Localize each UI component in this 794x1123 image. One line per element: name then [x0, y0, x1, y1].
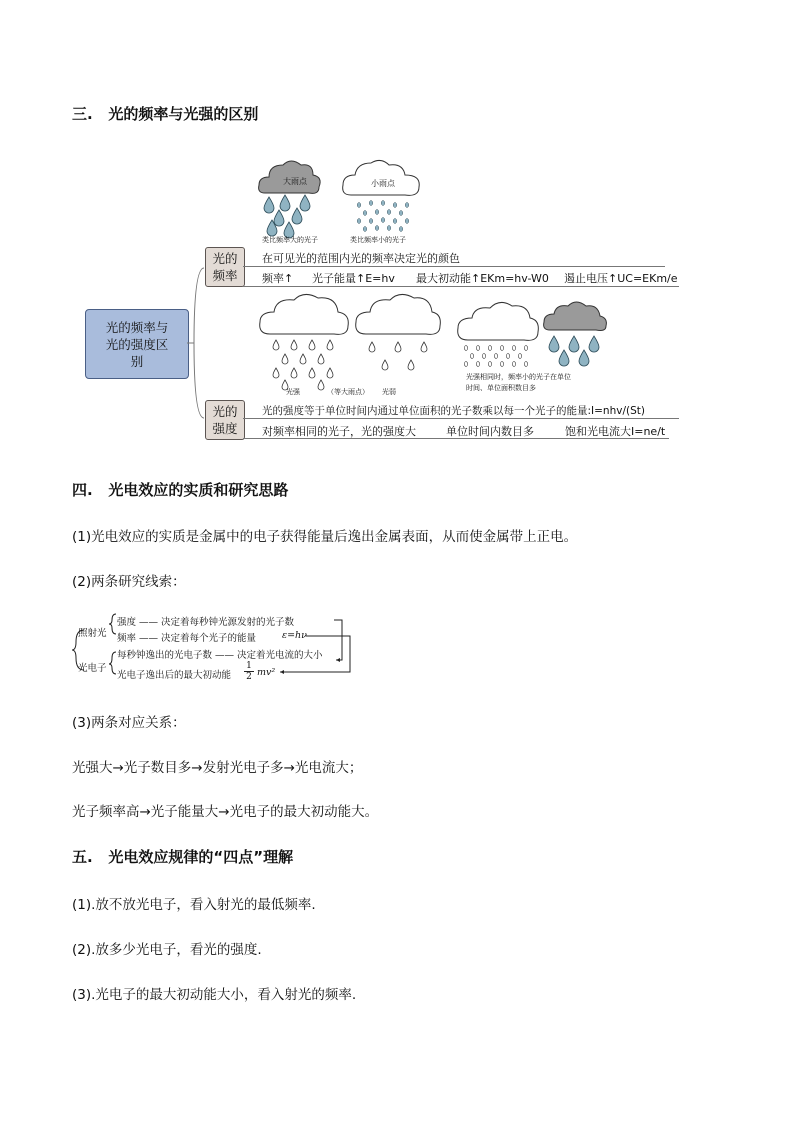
equal-drops-label: （等大雨点）: [327, 388, 369, 396]
illuminating-light-label: 照射光: [78, 628, 107, 639]
diagram-row-max-kinetic: 光电子逸出后的最大初动能: [117, 670, 232, 681]
branch1-divider: [243, 266, 665, 267]
kinetic-energy-formula: mv²: [257, 667, 276, 678]
section3-heading: 三. 光的频率与光强的区别: [72, 105, 259, 123]
strong-light-cloud-icon: [260, 294, 349, 390]
fraction-denominator: 2: [244, 671, 254, 682]
section5-paragraph-3: (3).光电子的最大初动能大小，看入射光的频率.: [72, 987, 357, 1003]
diagram-row-intensity: 强度 —— 决定着每秒钟光源发射的光子数: [117, 617, 295, 628]
frequency-cloud-illustration: [255, 155, 430, 245]
branch-frequency-label-2: 频率: [212, 268, 238, 283]
branch1-bottom: [243, 286, 679, 287]
photon-energy-formula: ε=hν: [282, 630, 307, 641]
branch1-item-3: 最大初动能↑EKm=hv-W0: [416, 272, 549, 285]
caption-low-frequency: 类比频率小的光子: [350, 236, 406, 244]
branch2-item-3: 饱和光电流大I=ne/t: [565, 425, 666, 438]
fraction-half: [244, 661, 254, 682]
strong-light-label: 光强: [286, 388, 300, 396]
branch1-line1: 在可见光的范围内光的频率决定光的颜色: [262, 252, 460, 265]
photoelectron-label: 光电子: [78, 663, 107, 674]
root-line-3: 别: [130, 353, 144, 369]
branch2-item-2: 单位时间内数目多: [446, 425, 534, 438]
mindmap-root-box: [85, 309, 189, 379]
branch-intensity-label-2: 强度: [212, 421, 238, 436]
branch-intensity-label-1: 光的: [212, 404, 238, 419]
diagram-row-frequency: 频率 —— 决定着每个光子的能量: [117, 633, 257, 644]
section4-paragraph-3: (3)两条对应关系：: [72, 715, 186, 731]
root-line-2: 光的强度区: [105, 336, 169, 352]
small-raindrop-label: 小雨点: [371, 179, 395, 188]
section4-paragraph-5: 光子频率高→光子能量大→光电子的最大初动能大。: [72, 804, 379, 820]
branch1-item-2: 光子能量↑E=hv: [312, 272, 395, 285]
weak-light-cloud-icon: [356, 294, 441, 370]
branch1-item-1: 频率↑: [262, 272, 294, 285]
branch-frequency-box: [205, 247, 245, 287]
branch-intensity-box: [205, 400, 245, 440]
section4-paragraph-1: (1)光电效应的实质是金属中的电子获得能量后逸出金属表面，从而使金属带上正电。: [72, 529, 578, 545]
section5-heading: 五. 光电效应规律的“四点”理解: [72, 848, 294, 866]
branch2-item-1: 对频率相同的光子，光的强度大: [262, 425, 416, 438]
branch2-divider: [243, 418, 679, 419]
many-small-drops-cloud-icon: [458, 302, 539, 366]
small-raindrop-cloud-icon: [343, 160, 420, 231]
note-line-1: 光强相同时，频率小的光子在单位: [466, 373, 571, 381]
section5-paragraph-2: (2).放多少光电子，看光的强度.: [72, 942, 262, 958]
fraction-numerator: 1: [246, 661, 252, 671]
weak-light-label: 光弱: [382, 388, 396, 396]
branch2-line1: 光的强度等于单位时间内通过单位面积的光子数乘以每一个光子的能量:I=nhv/(St): [262, 405, 645, 417]
intensity-cloud-illustration: [258, 290, 608, 400]
note-line-2: 时间、单位面积数目多: [466, 384, 536, 392]
section5-paragraph-1: (1).放不放光电子，看入射光的最低频率.: [72, 897, 316, 913]
big-raindrop-label: 大雨点: [283, 177, 307, 186]
section4-paragraph-2: (2)两条研究线索：: [72, 574, 186, 590]
branch1-item-4: 遏止电压↑UC=EKm/e: [564, 272, 678, 285]
root-line-1: 光的频率与: [105, 319, 169, 335]
big-drops-dark-cloud-icon: [544, 302, 607, 366]
caption-high-frequency: 类比频率大的光子: [262, 236, 318, 244]
section4-paragraph-4: 光强大→光子数目多→发射光电子多→光电流大；: [72, 760, 363, 776]
branch-frequency-label-1: 光的: [212, 251, 238, 266]
diagram-row-electron-count: 每秒钟逸出的光电子数 —— 决定着光电流的大小: [117, 650, 323, 661]
section4-heading: 四. 光电效应的实质和研究思路: [72, 481, 289, 499]
big-raindrop-cloud-icon: [259, 161, 321, 238]
